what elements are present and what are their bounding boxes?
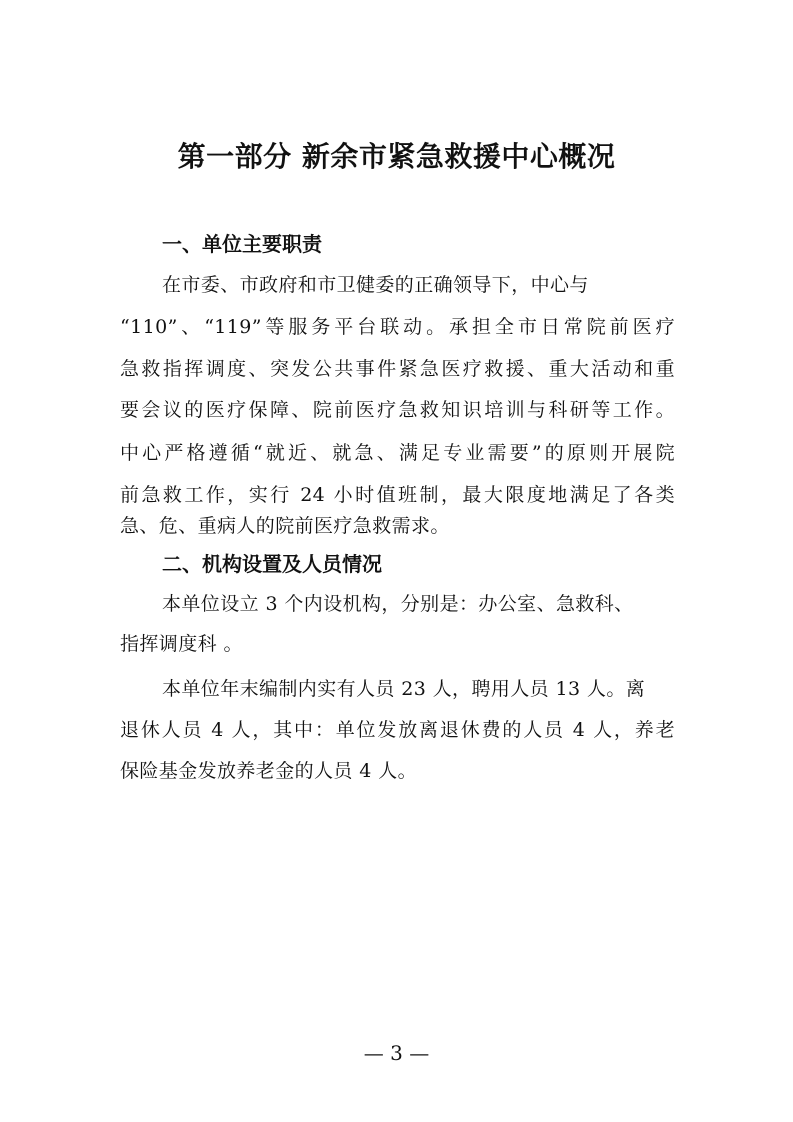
page-number: — 3 — bbox=[363, 1041, 430, 1065]
paragraph-line: 退休人员 4 人，其中：单位发放离退休费的人员 4 人，养老 bbox=[120, 719, 675, 741]
paragraph-line: 中心严格遵循“就近、就急、满足专业需要”的原则开展院 bbox=[120, 442, 675, 464]
paragraph-line: 指挥调度科 。 bbox=[120, 633, 243, 655]
paragraph-line: 急、危、重病人的院前医疗急救需求。 bbox=[120, 515, 450, 537]
paragraph-line: “110”、“119”等服务平台联动。承担全市日常院前医疗 bbox=[120, 316, 675, 338]
section-heading-organization: 二、机构设置及人员情况 bbox=[162, 552, 382, 576]
paragraph-line: 急救指挥调度、突发公共事件紧急医疗救援、重大活动和重 bbox=[120, 358, 675, 380]
paragraph-line: 本单位年末编制内实有人员 23 人，聘用人员 13 人。离 bbox=[162, 678, 646, 700]
paragraph-line: 保险基金发放养老金的人员 4 人。 bbox=[120, 760, 417, 782]
section-heading-responsibilities: 一、单位主要职责 bbox=[162, 232, 322, 256]
paragraph-line: 要会议的医疗保障、院前医疗急救知识培训与科研等工作。 bbox=[120, 399, 675, 421]
paragraph-line: 本单位设立 3 个内设机构，分别是：办公室、急救科、 bbox=[162, 593, 634, 615]
paragraph-line: 在市委、市政府和市卫健委的正确领导下，中心与 bbox=[162, 274, 589, 296]
paragraph-line: 前急救工作，实行 24 小时值班制，最大限度地满足了各类 bbox=[120, 484, 675, 506]
page-title: 第一部分 新余市紧急救援中心概况 bbox=[177, 140, 616, 173]
